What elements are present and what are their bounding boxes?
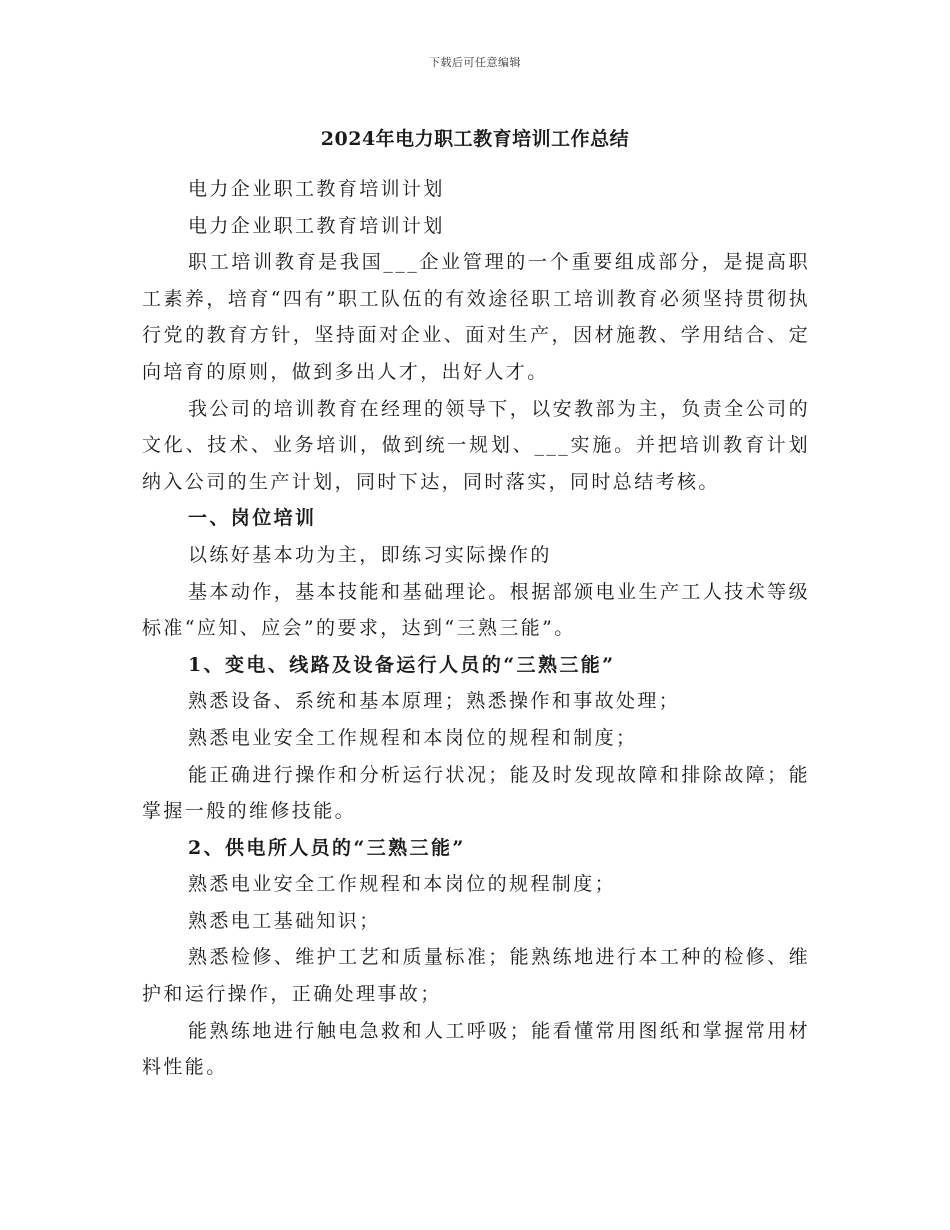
header-note: 下载后可任意编辑	[429, 56, 521, 69]
subsection-heading: 2、供电所人员的“三熟三能”	[188, 836, 466, 859]
paragraph: 熟悉检修、维护工艺和质量标准；能熟练地进行本工种的检修、维护和运行操作，正确处理事故；	[142, 946, 810, 1006]
paragraph: 职工培训教育是我国___企业管理的一个重要组成部分，是提高职工素养，培育“四有”职工队伍的有效途径职工培训教育必须坚持贯彻执行党的教育方针，坚持面对企业、面对生产，因材施教、学用结合、定向培育的原则，做到多出人才，出好人才。	[142, 251, 810, 383]
document-title: 2024年电力职工教育培训工作总结	[320, 128, 630, 150]
paragraph: 熟悉设备、系统和基本原理；熟悉操作和事故处理；	[188, 690, 681, 713]
paragraph: 能熟练地进行触电急救和人工呼吸；能看懂常用图纸和掌握常用材料性能。	[142, 1019, 810, 1079]
paragraph: 基本动作，基本技能和基础理论。根据部颁电业生产工人技术等级标准“应知、应会”的要求，达到“三熟三能”。	[142, 580, 810, 640]
section-heading: 一、岗位培训	[188, 507, 317, 530]
document-body	[142, 171, 810, 1086]
paragraph: 熟悉电工基础知识；	[188, 909, 381, 932]
paragraph: 我公司的培训教育在经理的领导下，以安教部为主，负责全公司的文化、技术、业务培训，做到统一规划、___实施。并把培训教育计划纳入公司的生产计划，同时下达，同时落实，同时总结考核。	[142, 397, 810, 493]
paragraph: 熟悉电业安全工作规程和本岗位的规程制度；	[188, 873, 617, 896]
paragraph: 能正确进行操作和分析运行状况；能及时发现故障和排除故障；能掌握一般的维修技能。	[142, 763, 810, 823]
paragraph: 电力企业职工教育培训计划	[188, 214, 445, 237]
paragraph: 熟悉电业安全工作规程和本岗位的规程和制度；	[188, 726, 638, 749]
subsection-heading: 1、变电、线路及设备运行人员的“三熟三能”	[188, 653, 616, 676]
paragraph: 电力企业职工教育培训计划	[188, 178, 445, 200]
paragraph: 以练好基本功为主，即练习实际操作的	[188, 543, 552, 566]
